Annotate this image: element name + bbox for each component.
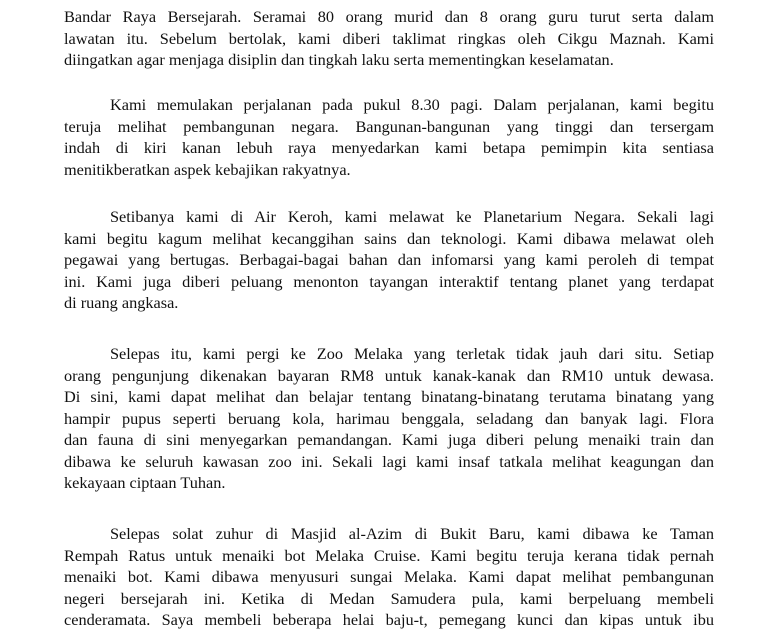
paragraph-planetarium: [64, 206, 714, 314]
paragraph-zoo: [64, 343, 714, 494]
text-line: Setibanya kami di Air Keroh, kami melawat ke Planetarium Negara. Sekali lagi: [110, 207, 714, 226]
text-line: teruja melihat pembangunan negara. Bangunan-bangunan yang tinggi dan tersergam: [64, 116, 714, 136]
text-line: di ruang angkasa.: [64, 293, 179, 312]
text-line: menitikberatkan aspek kebajikan rakyatnya.: [64, 159, 351, 179]
text-line: diingatkan agar menjaga disiplin dan tingkah laku serta mementingkan keselamatan.: [64, 50, 614, 69]
text-line: hampir pupus seperti beruang kola, harimau benggala, seladang dan banyak lagi. Flora: [64, 408, 714, 428]
text-line: indah di kiri kanan lebuh raya menyedarkan kami betapa pemimpin kita sentiasa: [64, 138, 714, 157]
text-line: negeri bersejarah ini. Ketika di Medan Samudera pula, kami berpeluang membeli: [64, 588, 714, 608]
paragraph-cruise: [64, 523, 714, 630]
text-line: orang pengunjung dikenakan bayaran RM8 untuk kanak-kanak dan RM10 untuk dewasa.: [64, 365, 714, 385]
text-line: dibawa ke seluruh kawasan zoo ini. Sekali lagi kami insaf tatkala melihat keagungan dan: [64, 451, 714, 471]
text-line: Di sini, kami dapat melihat dan belajar tentang binatang-binatang terutama binatang yang: [64, 387, 714, 406]
text-line: menaiki bot. Kami dibawa menyusuri sungai Melaka. Kami dapat melihat pembangunan: [64, 567, 714, 586]
text-line: Selepas solat zuhur di Masjid al-Azim di Bukit Baru, kami dibawa ke Taman: [110, 524, 714, 543]
paragraph-trip-intro: [64, 6, 714, 71]
text-line: Bandar Raya Bersejarah. Seramai 80 orang murid dan 8 orang guru turut serta dalam: [64, 7, 714, 26]
paragraph-journey: [64, 94, 714, 180]
text-line: Kami memulakan perjalanan pada pukul 8.30 pagi. Dalam perjalanan, kami begitu: [110, 95, 714, 114]
text-line: Rempah Ratus untuk menaiki bot Melaka Cruise. Kami begitu teruja kerana tidak pernah: [64, 545, 714, 565]
text-line: cenderamata. Saya membeli beberapa helai baju-t, pemegang kunci dan kipas untuk ibu: [64, 610, 714, 629]
text-line: ini. Kami juga diberi peluang menonton tayangan interaktif tentang planet yang terdapat: [64, 271, 714, 291]
text-line: dan fauna di sini menyegarkan pemandangan. Kami juga diberi pelung menaiki train dan: [64, 430, 714, 449]
text-line: lawatan itu. Sebelum bertolak, kami diberi taklimat ringkas oleh Cikgu Maznah. Kami: [64, 28, 714, 48]
text-line: pegawai yang bertugas. Berbagai-bagai bahan dan infomarsi yang kami peroleh di tempat: [64, 250, 714, 269]
text-line: kekayaan ciptaan Tuhan.: [64, 473, 226, 492]
text-line: kami begitu kagum melihat kecanggihan sains dan teknologi. Kami dibawa melawat oleh: [64, 228, 714, 248]
text-line: Selepas itu, kami pergi ke Zoo Melaka yang terletak tidak jauh dari situ. Setiap: [110, 344, 714, 363]
